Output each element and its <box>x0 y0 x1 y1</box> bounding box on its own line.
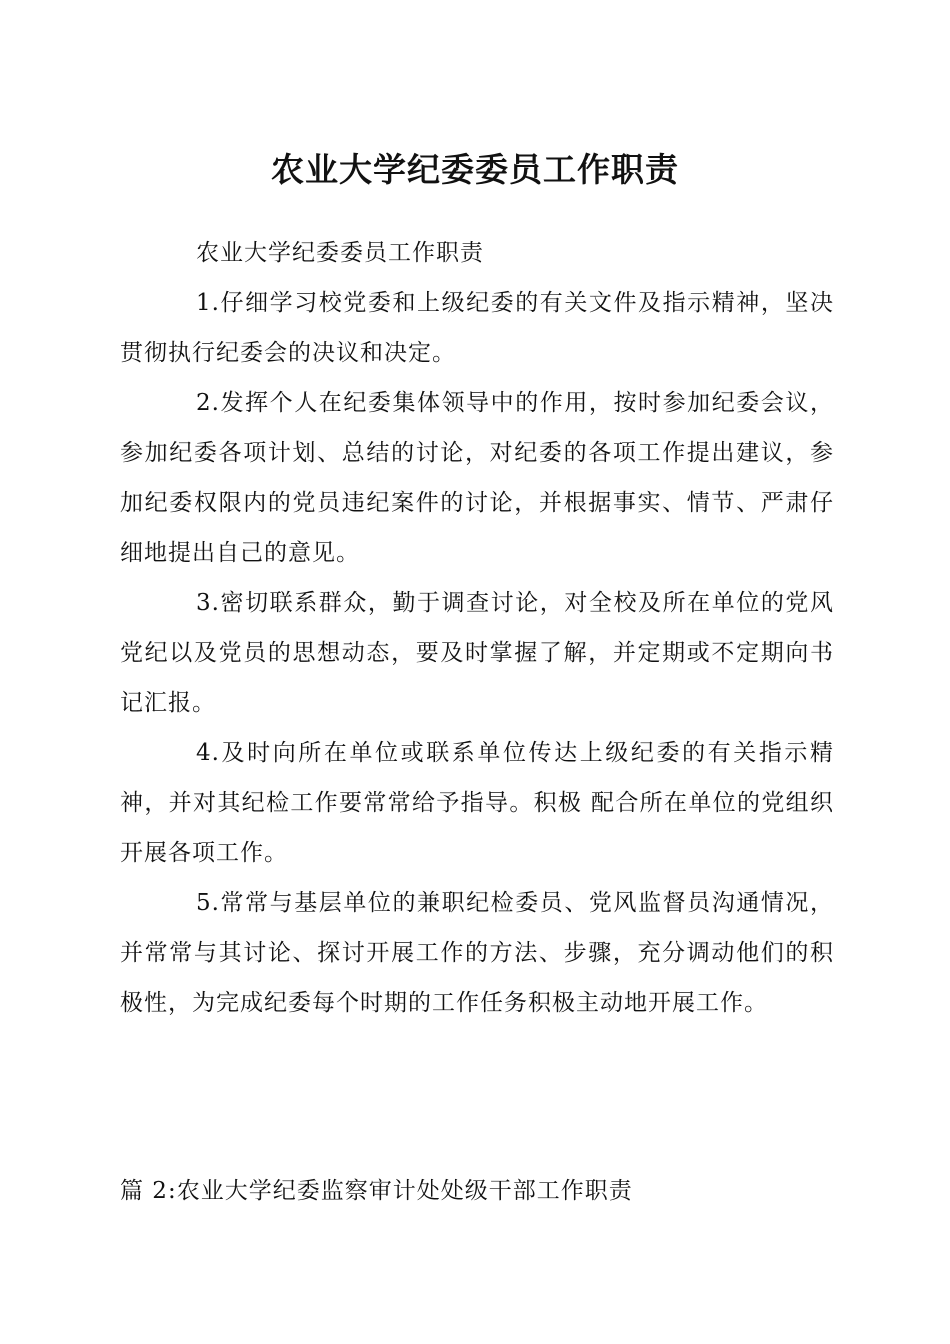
paragraph-3: 3.密切联系群众，勤于调查讨论，对全校及所在单位的党风党纪以及党员的思想动态，要及时掌握了解，并定期或不定期向书记汇报。 <box>120 590 834 716</box>
paragraph-5: 5.常常与基层单位的兼职纪检委员、党风监督员沟通情况，并常常与其讨论、探讨开展工作的方法、步骤，充分调动他们的积极性，为完成纪委每个时期的工作任务积极主动地开展工作。 <box>120 890 834 1016</box>
next-section-title: 篇 2:农业大学纪委监察审计处处级干部工作职责 <box>120 1178 633 1204</box>
paragraph-4: 4.及时向所在单位或联系单位传达上级纪委的有关指示精神，并对其纪检工作要常常给予指导。积极 配合所在单位的党组织开展各项工作。 <box>120 740 834 866</box>
document-subtitle: 农业大学纪委委员工作职责 <box>196 240 484 266</box>
document-title: 农业大学纪委委员工作职责 <box>271 150 679 189</box>
paragraph-1: 1.仔细学习校党委和上级纪委的有关文件及指示精神，坚决贯彻执行纪委会的决议和决定。 <box>120 290 834 366</box>
paragraph-2: 2.发挥个人在纪委集体领导中的作用，按时参加纪委会议，参加纪委各项计划、总结的讨论，对纪委的各项工作提出建议，参加纪委权限内的党员违纪案件的讨论，并根据事实、情节、严肃仔细地提出自己的意见。 <box>120 390 834 566</box>
document-body <box>120 228 834 1028</box>
